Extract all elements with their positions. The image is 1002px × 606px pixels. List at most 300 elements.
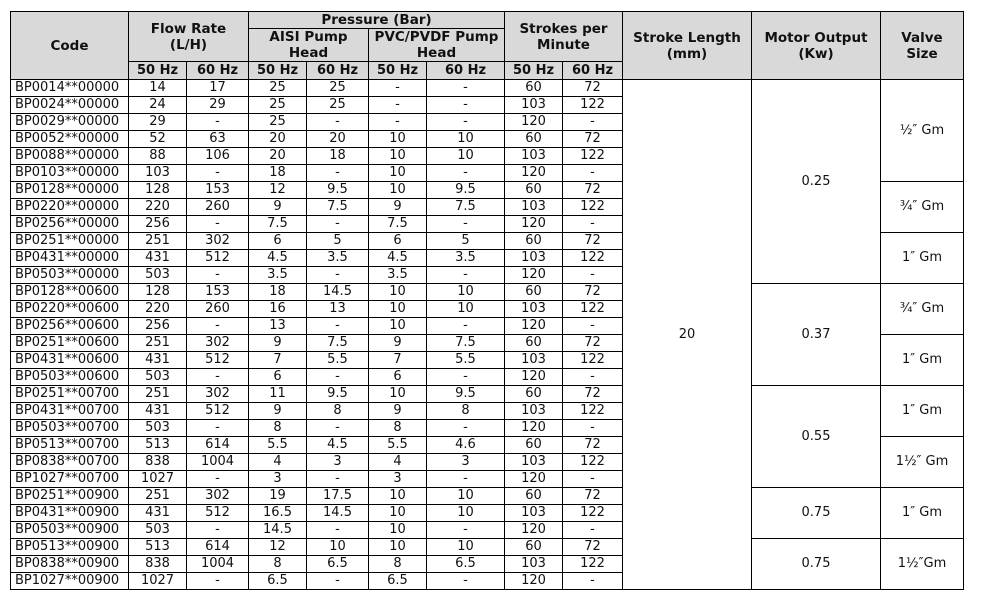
table-row	[11, 80, 964, 97]
cell-code: BP0251**00700	[11, 386, 129, 403]
cell-strokes-60hz: -	[563, 420, 623, 437]
cell-strokes-60hz: 72	[563, 80, 623, 97]
cell-pvc-60hz: -	[427, 80, 505, 97]
cell-flow-50hz: 503	[129, 267, 187, 284]
cell-aisi-50hz: 11	[249, 386, 307, 403]
cell-pvc-50hz: 10	[369, 539, 427, 556]
cell-valve-size: 1½″ Gm	[881, 437, 964, 488]
cell-aisi-50hz: 3	[249, 471, 307, 488]
cell-aisi-50hz: 18	[249, 165, 307, 182]
cell-strokes-50hz: 60	[505, 182, 563, 199]
cell-pvc-50hz: 4.5	[369, 250, 427, 267]
cell-motor-output: 0.55	[752, 386, 881, 488]
cell-pvc-50hz: 6	[369, 369, 427, 386]
cell-code: BP1027**00900	[11, 573, 129, 590]
cell-motor-output: 0.75	[752, 488, 881, 539]
cell-flow-50hz: 503	[129, 420, 187, 437]
cell-aisi-60hz: -	[307, 165, 369, 182]
cell-pvc-60hz: -	[427, 114, 505, 131]
cell-pvc-50hz: 8	[369, 556, 427, 573]
cell-flow-50hz: 431	[129, 505, 187, 522]
cell-pvc-60hz: 10	[427, 301, 505, 318]
header-motor-output: Motor Output (Kw)	[752, 12, 881, 80]
cell-flow-60hz: -	[187, 420, 249, 437]
cell-pvc-50hz: 10	[369, 182, 427, 199]
cell-flow-60hz: -	[187, 369, 249, 386]
cell-flow-50hz: 88	[129, 148, 187, 165]
pump-spec-table	[10, 11, 964, 590]
header-strokes: Strokes per Minute	[505, 12, 623, 62]
header-code: Code	[11, 12, 129, 80]
cell-strokes-50hz: 60	[505, 131, 563, 148]
cell-pvc-50hz: 10	[369, 301, 427, 318]
header-pvc-60hz: 60 Hz	[427, 62, 505, 80]
cell-pvc-60hz: 10	[427, 488, 505, 505]
cell-pvc-60hz: -	[427, 267, 505, 284]
cell-aisi-50hz: 16	[249, 301, 307, 318]
header-pvc: PVC/PVDF Pump Head	[369, 29, 505, 62]
cell-pvc-50hz: 10	[369, 148, 427, 165]
cell-code: BP0103**00000	[11, 165, 129, 182]
cell-flow-50hz: 256	[129, 318, 187, 335]
cell-pvc-60hz: 10	[427, 131, 505, 148]
cell-pvc-50hz: -	[369, 114, 427, 131]
cell-valve-size: ½″ Gm	[881, 80, 964, 182]
cell-code: BP0431**00600	[11, 352, 129, 369]
cell-flow-50hz: 52	[129, 131, 187, 148]
cell-strokes-50hz: 60	[505, 284, 563, 301]
cell-aisi-60hz: -	[307, 267, 369, 284]
cell-pvc-50hz: 9	[369, 403, 427, 420]
cell-strokes-60hz: 72	[563, 284, 623, 301]
cell-flow-50hz: 256	[129, 216, 187, 233]
cell-flow-60hz: 260	[187, 301, 249, 318]
cell-flow-60hz: 512	[187, 505, 249, 522]
cell-flow-50hz: 513	[129, 539, 187, 556]
cell-pvc-50hz: 10	[369, 284, 427, 301]
cell-flow-60hz: 512	[187, 250, 249, 267]
cell-aisi-50hz: 12	[249, 539, 307, 556]
cell-pvc-60hz: 7.5	[427, 335, 505, 352]
cell-code: BP1027**00700	[11, 471, 129, 488]
cell-strokes-60hz: -	[563, 471, 623, 488]
cell-flow-50hz: 24	[129, 97, 187, 114]
cell-valve-size: 1½″Gm	[881, 539, 964, 590]
cell-aisi-50hz: 5.5	[249, 437, 307, 454]
cell-aisi-50hz: 6	[249, 369, 307, 386]
cell-pvc-50hz: 10	[369, 522, 427, 539]
cell-code: BP0431**00900	[11, 505, 129, 522]
cell-valve-size: ¾″ Gm	[881, 182, 964, 233]
cell-strokes-50hz: 103	[505, 403, 563, 420]
cell-strokes-50hz: 103	[505, 250, 563, 267]
cell-aisi-50hz: 8	[249, 420, 307, 437]
cell-aisi-50hz: 16.5	[249, 505, 307, 522]
header-aisi-50hz: 50 Hz	[249, 62, 307, 80]
cell-code: BP0431**00000	[11, 250, 129, 267]
cell-strokes-60hz: 122	[563, 454, 623, 471]
cell-aisi-60hz: 25	[307, 80, 369, 97]
cell-strokes-50hz: 60	[505, 233, 563, 250]
cell-code: BP0128**00000	[11, 182, 129, 199]
cell-flow-60hz: 302	[187, 233, 249, 250]
cell-aisi-50hz: 14.5	[249, 522, 307, 539]
cell-strokes-50hz: 120	[505, 573, 563, 590]
cell-flow-50hz: 220	[129, 199, 187, 216]
cell-code: BP0513**00700	[11, 437, 129, 454]
header-pressure: Pressure (Bar)	[249, 12, 505, 29]
cell-aisi-60hz: 13	[307, 301, 369, 318]
cell-pvc-60hz: 3	[427, 454, 505, 471]
cell-flow-60hz: -	[187, 522, 249, 539]
cell-flow-60hz: 302	[187, 386, 249, 403]
cell-strokes-60hz: 122	[563, 556, 623, 573]
cell-pvc-50hz: 10	[369, 131, 427, 148]
cell-strokes-50hz: 103	[505, 301, 563, 318]
cell-aisi-60hz: 7.5	[307, 335, 369, 352]
cell-strokes-60hz: 122	[563, 199, 623, 216]
cell-pvc-60hz: 4.6	[427, 437, 505, 454]
cell-flow-60hz: 260	[187, 199, 249, 216]
cell-flow-60hz: 302	[187, 335, 249, 352]
cell-flow-50hz: 251	[129, 488, 187, 505]
cell-code: BP0256**00600	[11, 318, 129, 335]
cell-flow-50hz: 431	[129, 352, 187, 369]
cell-aisi-60hz: 20	[307, 131, 369, 148]
table-row	[11, 488, 964, 505]
cell-strokes-60hz: 122	[563, 97, 623, 114]
cell-code: BP0256**00000	[11, 216, 129, 233]
cell-flow-60hz: 614	[187, 539, 249, 556]
cell-strokes-50hz: 103	[505, 505, 563, 522]
pump-spec-table-container	[10, 11, 964, 590]
cell-valve-size: 1″ Gm	[881, 233, 964, 284]
cell-strokes-50hz: 103	[505, 556, 563, 573]
cell-pvc-60hz: 10	[427, 539, 505, 556]
cell-flow-60hz: 1004	[187, 556, 249, 573]
cell-pvc-60hz: 10	[427, 148, 505, 165]
cell-flow-50hz: 251	[129, 386, 187, 403]
cell-aisi-50hz: 19	[249, 488, 307, 505]
cell-aisi-50hz: 12	[249, 182, 307, 199]
cell-aisi-60hz: 7.5	[307, 199, 369, 216]
cell-aisi-60hz: 5	[307, 233, 369, 250]
table-row	[11, 386, 964, 403]
cell-pvc-50hz: 10	[369, 165, 427, 182]
cell-motor-output: 0.75	[752, 539, 881, 590]
cell-pvc-50hz: 7.5	[369, 216, 427, 233]
header-pvc-50hz: 50 Hz	[369, 62, 427, 80]
cell-strokes-50hz: 120	[505, 420, 563, 437]
cell-pvc-50hz: 9	[369, 199, 427, 216]
cell-pvc-50hz: 6	[369, 233, 427, 250]
cell-pvc-50hz: 5.5	[369, 437, 427, 454]
cell-pvc-50hz: -	[369, 97, 427, 114]
cell-aisi-60hz: 17.5	[307, 488, 369, 505]
cell-code: BP0503**00600	[11, 369, 129, 386]
cell-flow-50hz: 503	[129, 522, 187, 539]
cell-aisi-60hz: 3.5	[307, 250, 369, 267]
cell-pvc-60hz: -	[427, 165, 505, 182]
cell-flow-50hz: 128	[129, 182, 187, 199]
cell-strokes-50hz: 60	[505, 335, 563, 352]
cell-aisi-50hz: 6	[249, 233, 307, 250]
header-flow-60hz: 60 Hz	[187, 62, 249, 80]
cell-flow-50hz: 503	[129, 369, 187, 386]
cell-aisi-60hz: 3	[307, 454, 369, 471]
cell-strokes-50hz: 120	[505, 471, 563, 488]
cell-strokes-60hz: 122	[563, 250, 623, 267]
cell-flow-60hz: 302	[187, 488, 249, 505]
cell-strokes-60hz: 122	[563, 148, 623, 165]
cell-aisi-60hz: -	[307, 522, 369, 539]
cell-aisi-50hz: 6.5	[249, 573, 307, 590]
cell-strokes-60hz: 122	[563, 403, 623, 420]
cell-strokes-50hz: 120	[505, 267, 563, 284]
header-valve-size: Valve Size	[881, 12, 964, 80]
cell-aisi-50hz: 25	[249, 80, 307, 97]
cell-strokes-50hz: 103	[505, 199, 563, 216]
cell-strokes-50hz: 60	[505, 386, 563, 403]
cell-pvc-60hz: -	[427, 216, 505, 233]
cell-aisi-60hz: 14.5	[307, 284, 369, 301]
cell-aisi-60hz: 18	[307, 148, 369, 165]
cell-strokes-60hz: 72	[563, 233, 623, 250]
cell-aisi-50hz: 18	[249, 284, 307, 301]
cell-flow-50hz: 128	[129, 284, 187, 301]
cell-code: BP0431**00700	[11, 403, 129, 420]
cell-valve-size: 1″ Gm	[881, 386, 964, 437]
cell-flow-50hz: 14	[129, 80, 187, 97]
cell-pvc-50hz: 3.5	[369, 267, 427, 284]
cell-flow-50hz: 1027	[129, 471, 187, 488]
cell-pvc-60hz: -	[427, 522, 505, 539]
cell-code: BP0128**00600	[11, 284, 129, 301]
cell-aisi-50hz: 20	[249, 131, 307, 148]
header-strokes-60hz: 60 Hz	[563, 62, 623, 80]
cell-flow-60hz: 512	[187, 352, 249, 369]
cell-flow-60hz: -	[187, 165, 249, 182]
cell-aisi-60hz: -	[307, 318, 369, 335]
cell-flow-60hz: 153	[187, 182, 249, 199]
cell-aisi-60hz: -	[307, 471, 369, 488]
cell-pvc-50hz: 6.5	[369, 573, 427, 590]
cell-pvc-60hz: 9.5	[427, 182, 505, 199]
cell-code: BP0029**00000	[11, 114, 129, 131]
cell-pvc-60hz: -	[427, 573, 505, 590]
cell-aisi-50hz: 13	[249, 318, 307, 335]
cell-flow-50hz: 838	[129, 454, 187, 471]
cell-flow-50hz: 838	[129, 556, 187, 573]
cell-code: BP0088**00000	[11, 148, 129, 165]
cell-aisi-50hz: 9	[249, 199, 307, 216]
cell-pvc-60hz: 10	[427, 284, 505, 301]
cell-code: BP0251**00600	[11, 335, 129, 352]
cell-code: BP0838**00900	[11, 556, 129, 573]
cell-flow-60hz: 614	[187, 437, 249, 454]
cell-strokes-60hz: -	[563, 165, 623, 182]
cell-strokes-50hz: 60	[505, 437, 563, 454]
cell-motor-output: 0.25	[752, 80, 881, 284]
cell-aisi-60hz: -	[307, 573, 369, 590]
cell-pvc-50hz: 3	[369, 471, 427, 488]
cell-strokes-60hz: 72	[563, 539, 623, 556]
cell-flow-50hz: 251	[129, 233, 187, 250]
cell-valve-size: 1″ Gm	[881, 335, 964, 386]
cell-code: BP0503**00700	[11, 420, 129, 437]
cell-flow-60hz: -	[187, 471, 249, 488]
cell-valve-size: ¾″ Gm	[881, 284, 964, 335]
cell-strokes-60hz: 122	[563, 352, 623, 369]
cell-strokes-50hz: 120	[505, 114, 563, 131]
cell-pvc-60hz: 5.5	[427, 352, 505, 369]
cell-flow-60hz: 106	[187, 148, 249, 165]
cell-stroke-length: 20	[623, 80, 752, 590]
table-body	[11, 80, 964, 590]
cell-flow-60hz: 17	[187, 80, 249, 97]
cell-pvc-60hz: 9.5	[427, 386, 505, 403]
cell-pvc-60hz: 6.5	[427, 556, 505, 573]
cell-strokes-50hz: 120	[505, 318, 563, 335]
cell-motor-output: 0.37	[752, 284, 881, 386]
cell-pvc-60hz: 8	[427, 403, 505, 420]
cell-aisi-60hz: 9.5	[307, 386, 369, 403]
cell-flow-50hz: 29	[129, 114, 187, 131]
cell-pvc-50hz: 9	[369, 335, 427, 352]
cell-strokes-50hz: 120	[505, 522, 563, 539]
cell-code: BP0251**00000	[11, 233, 129, 250]
cell-pvc-50hz: 10	[369, 386, 427, 403]
cell-flow-60hz: 512	[187, 403, 249, 420]
cell-flow-50hz: 103	[129, 165, 187, 182]
cell-aisi-60hz: -	[307, 216, 369, 233]
cell-aisi-60hz: 14.5	[307, 505, 369, 522]
cell-aisi-50hz: 9	[249, 335, 307, 352]
cell-pvc-60hz: 3.5	[427, 250, 505, 267]
cell-strokes-60hz: -	[563, 573, 623, 590]
cell-flow-50hz: 251	[129, 335, 187, 352]
table-row	[11, 284, 964, 301]
cell-pvc-60hz: 5	[427, 233, 505, 250]
table-row	[11, 539, 964, 556]
cell-flow-60hz: -	[187, 318, 249, 335]
cell-flow-60hz: 63	[187, 131, 249, 148]
cell-aisi-50hz: 20	[249, 148, 307, 165]
cell-aisi-60hz: -	[307, 420, 369, 437]
cell-aisi-60hz: -	[307, 369, 369, 386]
cell-strokes-60hz: 122	[563, 301, 623, 318]
cell-code: BP0513**00900	[11, 539, 129, 556]
cell-code: BP0251**00900	[11, 488, 129, 505]
cell-strokes-50hz: 103	[505, 97, 563, 114]
cell-aisi-60hz: 5.5	[307, 352, 369, 369]
cell-strokes-60hz: 72	[563, 437, 623, 454]
cell-flow-60hz: 153	[187, 284, 249, 301]
cell-aisi-50hz: 4.5	[249, 250, 307, 267]
cell-flow-60hz: -	[187, 267, 249, 284]
cell-pvc-60hz: 10	[427, 505, 505, 522]
cell-strokes-50hz: 120	[505, 369, 563, 386]
cell-valve-size: 1″ Gm	[881, 488, 964, 539]
cell-strokes-60hz: -	[563, 369, 623, 386]
cell-aisi-60hz: 25	[307, 97, 369, 114]
cell-code: BP0220**00000	[11, 199, 129, 216]
cell-aisi-60hz: 4.5	[307, 437, 369, 454]
cell-flow-50hz: 431	[129, 250, 187, 267]
cell-aisi-60hz: 10	[307, 539, 369, 556]
cell-strokes-60hz: 72	[563, 335, 623, 352]
cell-code: BP0503**00900	[11, 522, 129, 539]
header-flow-50hz: 50 Hz	[129, 62, 187, 80]
cell-aisi-50hz: 4	[249, 454, 307, 471]
cell-aisi-50hz: 8	[249, 556, 307, 573]
cell-flow-50hz: 513	[129, 437, 187, 454]
cell-flow-60hz: 1004	[187, 454, 249, 471]
cell-strokes-60hz: 72	[563, 182, 623, 199]
cell-strokes-60hz: 72	[563, 386, 623, 403]
cell-pvc-50hz: -	[369, 80, 427, 97]
cell-flow-60hz: 29	[187, 97, 249, 114]
cell-pvc-60hz: -	[427, 420, 505, 437]
cell-pvc-60hz: -	[427, 97, 505, 114]
cell-strokes-60hz: 72	[563, 131, 623, 148]
cell-aisi-50hz: 25	[249, 114, 307, 131]
cell-flow-50hz: 220	[129, 301, 187, 318]
header-aisi: AISI Pump Head	[249, 29, 369, 62]
cell-aisi-50hz: 9	[249, 403, 307, 420]
cell-strokes-60hz: -	[563, 216, 623, 233]
cell-strokes-50hz: 60	[505, 80, 563, 97]
cell-aisi-60hz: -	[307, 114, 369, 131]
cell-strokes-60hz: 122	[563, 505, 623, 522]
cell-strokes-60hz: -	[563, 114, 623, 131]
cell-aisi-60hz: 6.5	[307, 556, 369, 573]
cell-code: BP0014**00000	[11, 80, 129, 97]
cell-pvc-60hz: -	[427, 369, 505, 386]
header-aisi-60hz: 60 Hz	[307, 62, 369, 80]
cell-strokes-60hz: -	[563, 318, 623, 335]
cell-code: BP0052**00000	[11, 131, 129, 148]
cell-flow-60hz: -	[187, 216, 249, 233]
cell-strokes-60hz: -	[563, 522, 623, 539]
cell-pvc-50hz: 7	[369, 352, 427, 369]
cell-pvc-60hz: -	[427, 471, 505, 488]
cell-code: BP0220**00600	[11, 301, 129, 318]
cell-code: BP0838**00700	[11, 454, 129, 471]
cell-pvc-60hz: 7.5	[427, 199, 505, 216]
cell-aisi-50hz: 3.5	[249, 267, 307, 284]
cell-strokes-50hz: 120	[505, 216, 563, 233]
cell-strokes-60hz: 72	[563, 488, 623, 505]
cell-aisi-50hz: 25	[249, 97, 307, 114]
cell-flow-50hz: 431	[129, 403, 187, 420]
cell-pvc-50hz: 10	[369, 505, 427, 522]
header-strokes-50hz: 50 Hz	[505, 62, 563, 80]
cell-aisi-50hz: 7	[249, 352, 307, 369]
cell-pvc-60hz: -	[427, 318, 505, 335]
header-flow-rate: Flow Rate (L/H)	[129, 12, 249, 62]
cell-pvc-50hz: 10	[369, 318, 427, 335]
cell-strokes-60hz: -	[563, 267, 623, 284]
cell-strokes-50hz: 103	[505, 454, 563, 471]
cell-pvc-50hz: 8	[369, 420, 427, 437]
cell-strokes-50hz: 103	[505, 352, 563, 369]
cell-aisi-50hz: 7.5	[249, 216, 307, 233]
header-stroke-length: Stroke Length (mm)	[623, 12, 752, 80]
cell-strokes-50hz: 60	[505, 539, 563, 556]
cell-strokes-50hz: 120	[505, 165, 563, 182]
cell-pvc-50hz: 10	[369, 488, 427, 505]
